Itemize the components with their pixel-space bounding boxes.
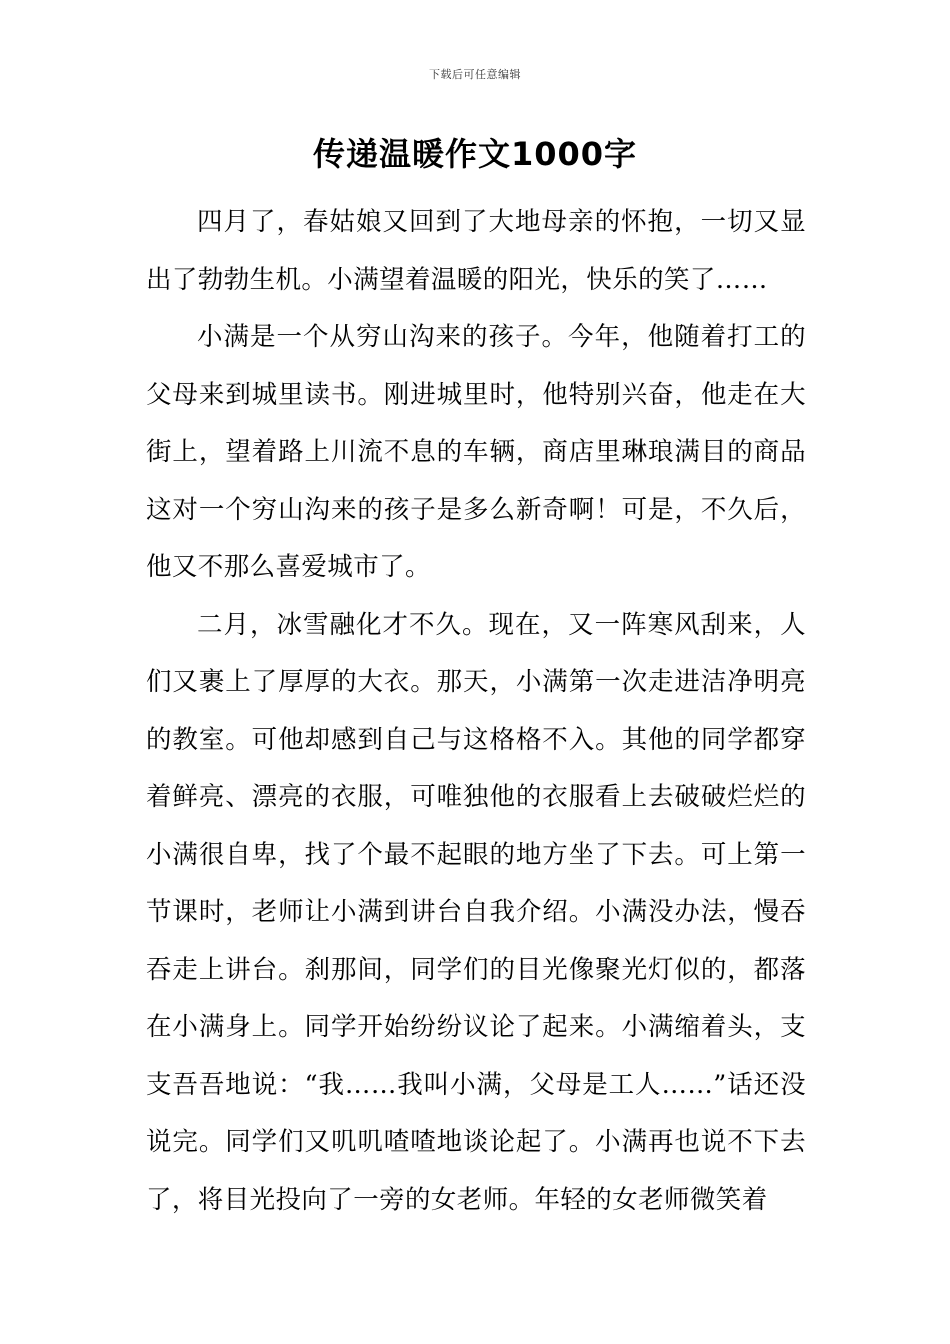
document-title: 传递温暖作文1000字 bbox=[312, 135, 638, 173]
document-body bbox=[146, 194, 806, 1229]
header-note: 下载后可任意编辑 bbox=[429, 68, 521, 81]
paragraph-1: 四月了，春姑娘又回到了大地母亲的怀抱，一切又显出了勃勃生机。小满望着温暖的阳光，快乐的笑了…… bbox=[146, 207, 806, 295]
paragraph-3: 二月，冰雪融化才不久。现在，又一阵寒风刮来，人们又裹上了厚厚的大衣。那天，小满第一次走进洁净明亮的教室。可他却感到自己与这格格不入。其他的同学都穿着鲜亮、漂亮的衣服，可唯独他的衣服看上去破破烂烂的小满很自卑，找了个最不起眼的地方坐了下去。可上第一节课时，老师让小满到讲台自我介绍。小满没办法，慢吞吞走上讲台。刹那间，同学们的目光像聚光灯似的，都落在小满身上。同学开始纷纷议论了起来。小满缩着头，支支吾吾地说：“我……我叫小满，父母是工人……”话还没说完。同学们又叽叽喳喳地谈论起了。小满再也说不下去了，将目光投向了一旁的女老师。年轻的女老师微笑着 bbox=[146, 609, 806, 1215]
paragraph-2: 小满是一个从穷山沟来的孩子。今年，他随着打工的父母来到城里读书。刚进城里时，他特别兴奋，他走在大街上，望着路上川流不息的车辆，商店里琳琅满目的商品这对一个穷山沟来的孩子是多么新奇啊！可是，不久后，他又不那么喜爱城市了。 bbox=[146, 322, 806, 582]
